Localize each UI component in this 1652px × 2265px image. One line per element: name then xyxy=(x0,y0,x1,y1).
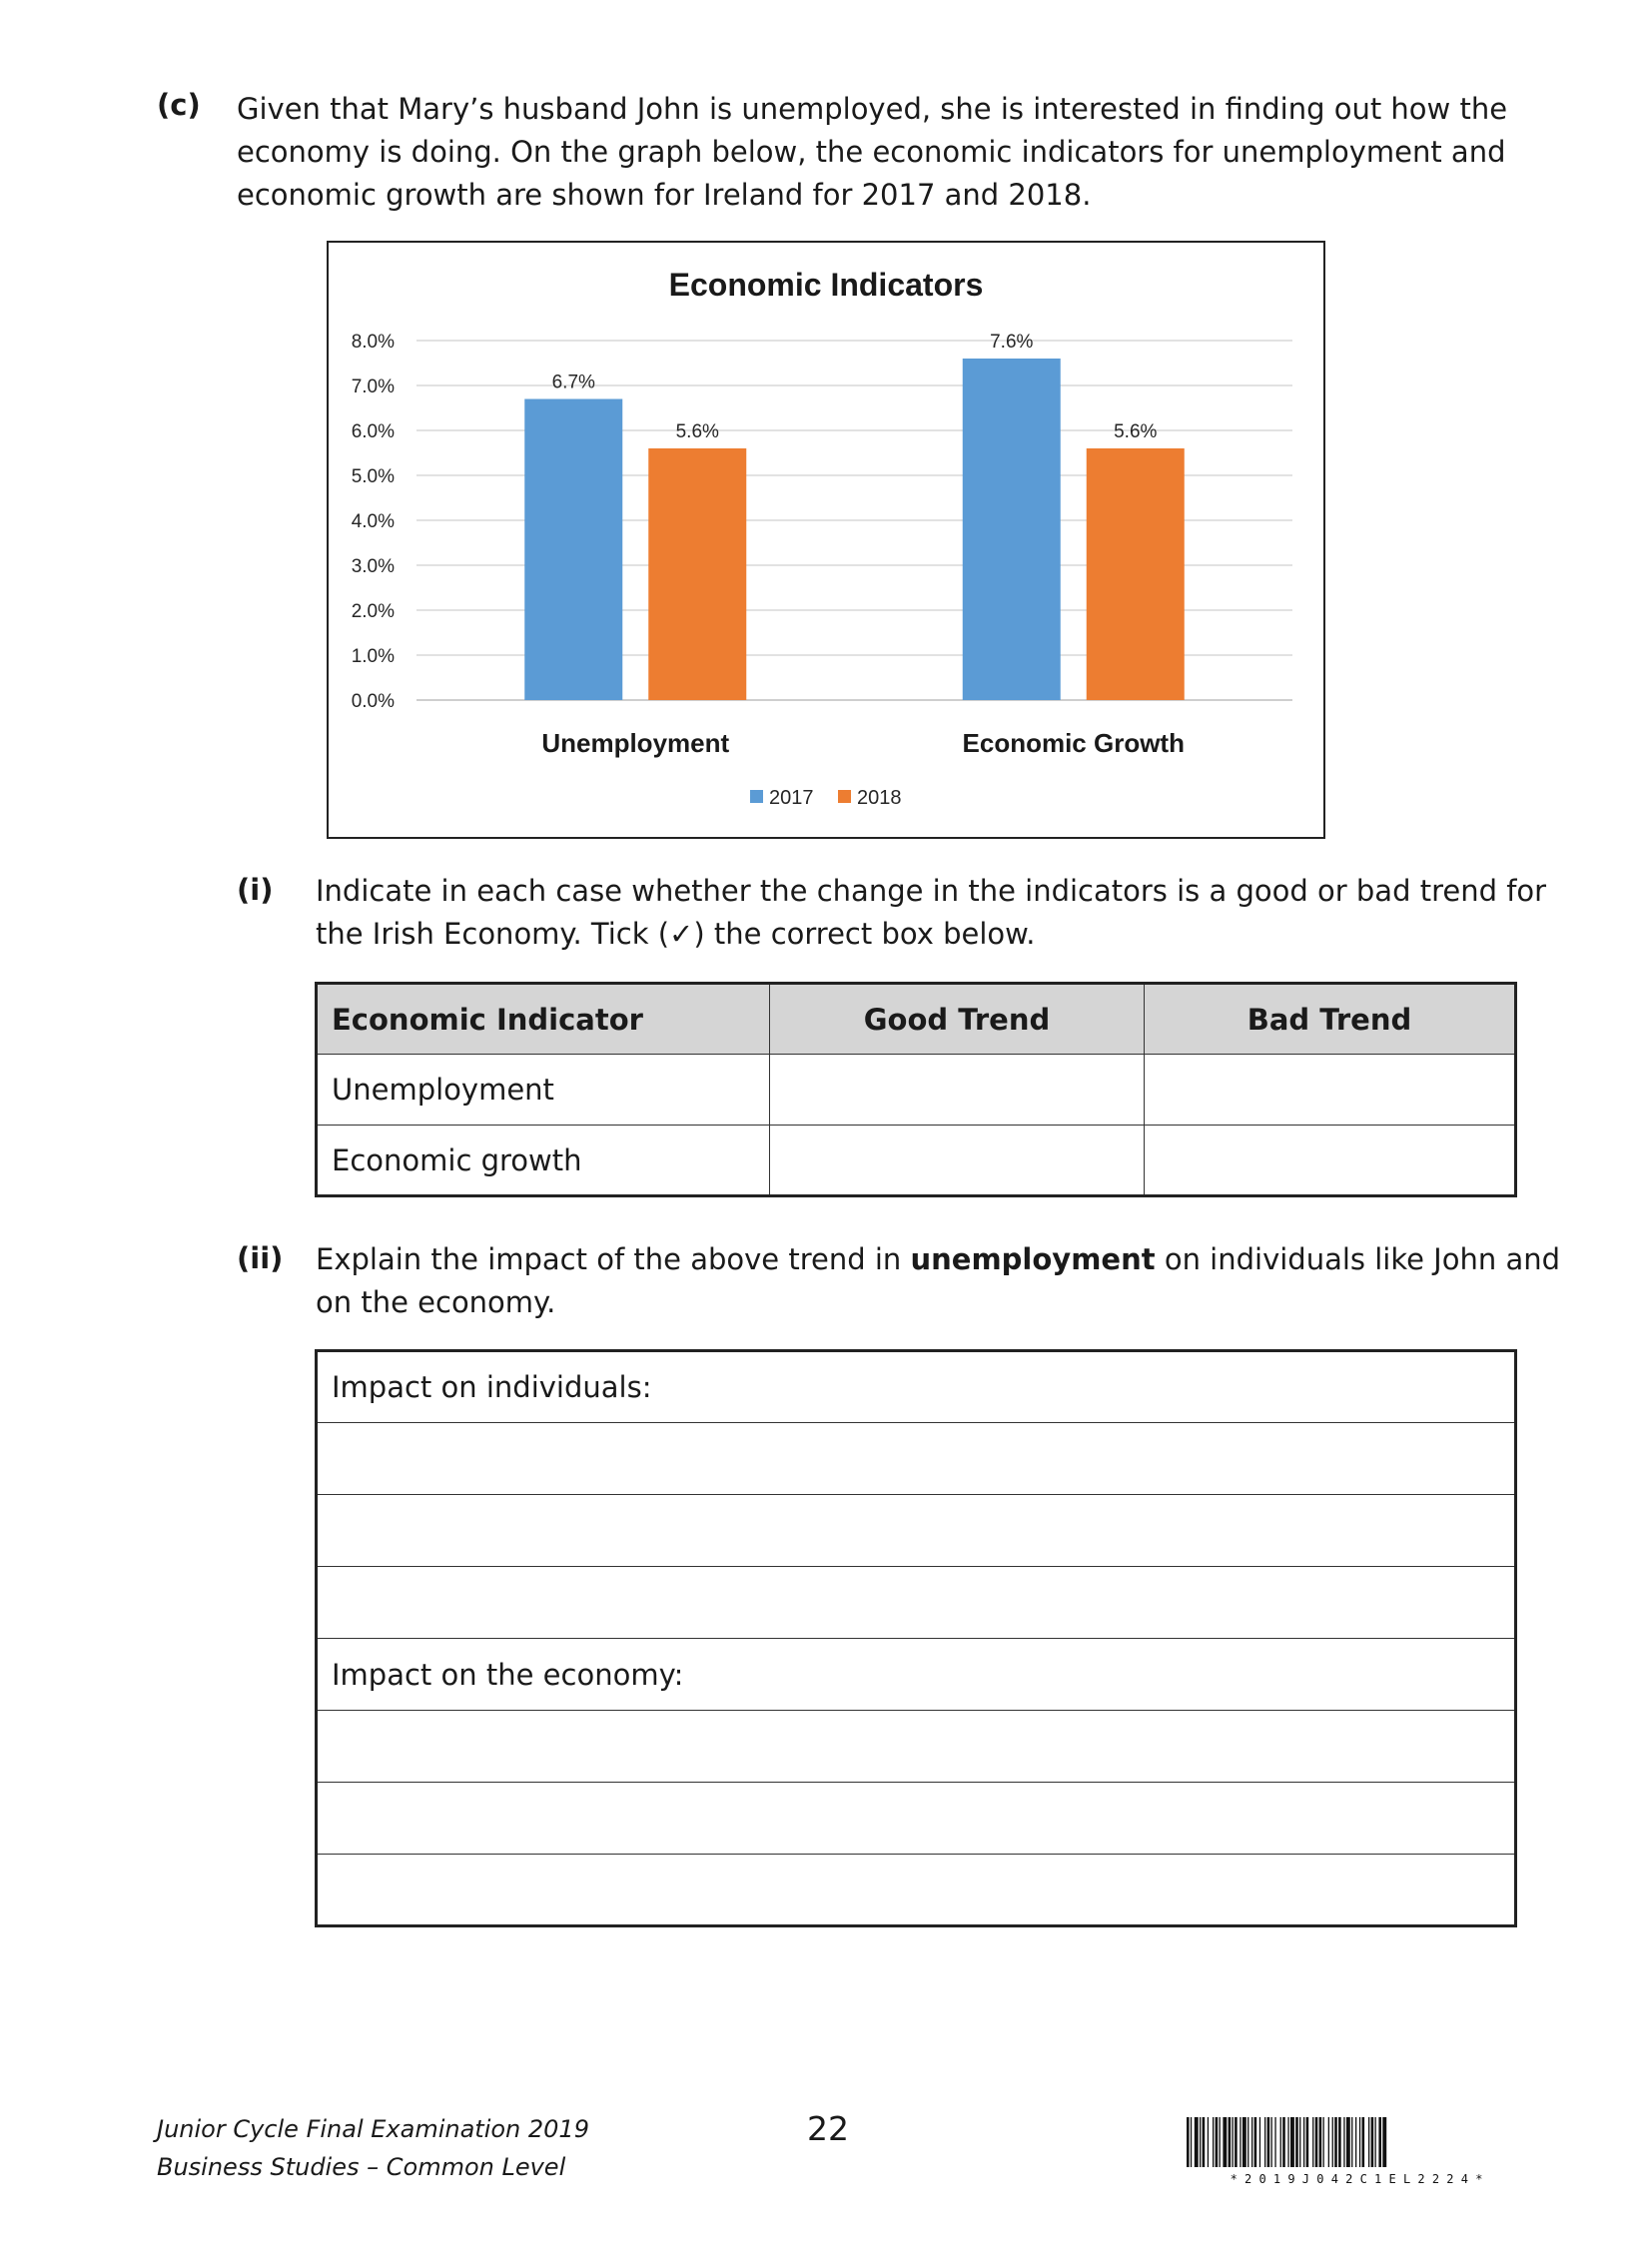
answer-line[interactable] xyxy=(317,1423,1516,1495)
part-ii-bold-term: unemployment xyxy=(910,1242,1156,1276)
tick-box-unemployment-bad[interactable] xyxy=(1145,1055,1516,1126)
barcode-bar xyxy=(1229,2117,1232,2167)
barcode-bar xyxy=(1264,2117,1265,2167)
barcode-bar xyxy=(1280,2117,1281,2167)
barcode-bar xyxy=(1355,2117,1356,2167)
barcode-bar xyxy=(1368,2117,1369,2167)
barcode-bar xyxy=(1203,2117,1206,2167)
impact-answer-table xyxy=(315,1349,1517,1927)
barcode-bar xyxy=(1267,2117,1270,2167)
economic-indicators-chart xyxy=(327,241,1325,839)
barcode-bar xyxy=(1306,2117,1309,2167)
question-intro xyxy=(237,88,1507,217)
barcode-bar xyxy=(1216,2117,1219,2167)
barcode-bar xyxy=(1208,2117,1209,2167)
barcode-bar xyxy=(1375,2117,1376,2167)
y-tick-label: 1.0% xyxy=(351,646,395,667)
barcode-bar xyxy=(1187,2117,1190,2167)
impact-economy-label: Impact on the economy: xyxy=(317,1639,1516,1711)
y-tick-label: 5.0% xyxy=(351,466,395,487)
part-ii-text-before: Explain the impact of the above trend in xyxy=(316,1242,911,1276)
header-bad-trend: Bad Trend xyxy=(1145,984,1516,1055)
barcode-bar xyxy=(1315,2117,1318,2167)
barcode-bar xyxy=(1271,2117,1272,2167)
header-economic-indicator: Economic Indicator xyxy=(317,984,770,1055)
barcode-bar xyxy=(1362,2117,1365,2167)
indicator-unemployment: Unemployment xyxy=(317,1055,770,1126)
barcode-bar xyxy=(1282,2117,1285,2167)
barcode-bar xyxy=(1259,2117,1260,2167)
data-label: 7.6% xyxy=(990,332,1034,353)
bar-2017-economic-growth xyxy=(963,359,1061,700)
answer-line[interactable] xyxy=(317,1711,1516,1783)
part-ii-label: (ii) xyxy=(237,1241,284,1275)
legend-swatch xyxy=(750,790,763,803)
part-i-label: (i) xyxy=(237,873,274,907)
barcode-bar xyxy=(1378,2117,1381,2167)
legend-swatch xyxy=(838,790,851,803)
bar-2017-unemployment xyxy=(524,399,622,701)
barcode-bar xyxy=(1242,2117,1246,2167)
intro-line: economic growth are shown for Ireland for 2017 and 2018. xyxy=(237,178,1092,212)
part-i-line: Indicate in each case whether the change in the indicators is a good or bad trend for xyxy=(316,874,1547,908)
barcode-bar xyxy=(1223,2117,1227,2167)
part-ii-line: on the economy. xyxy=(316,1285,556,1319)
legend-label: 2018 xyxy=(857,787,902,809)
barcode-bar xyxy=(1213,2117,1214,2167)
table-row xyxy=(317,1126,1516,1196)
impact-individuals-label: Impact on individuals: xyxy=(317,1351,1516,1423)
intro-line: Given that Mary’s husband John is unemployed, she is interested in finding out how the xyxy=(237,92,1508,126)
answer-line[interactable] xyxy=(317,1567,1516,1639)
intro-line: economy is doing. On the graph below, the economic indicators for unemployment and xyxy=(237,135,1506,169)
tick-box-growth-bad[interactable] xyxy=(1145,1126,1516,1196)
barcode-bar xyxy=(1346,2117,1350,2167)
part-ii-text xyxy=(316,1238,1560,1324)
barcode-bar xyxy=(1254,2117,1257,2167)
barcode-bar xyxy=(1220,2117,1221,2167)
part-ii-text-after: on individuals like John and xyxy=(1155,1242,1561,1276)
barcode-bar xyxy=(1290,2117,1294,2167)
data-label: 5.6% xyxy=(1114,421,1158,442)
header-good-trend: Good Trend xyxy=(770,984,1145,1055)
y-tick-label: 2.0% xyxy=(351,601,395,622)
answer-line[interactable] xyxy=(317,1495,1516,1567)
barcode-bar xyxy=(1303,2117,1304,2167)
barcode-bar xyxy=(1274,2117,1275,2167)
barcode-bar xyxy=(1323,2117,1324,2167)
barcode-bar xyxy=(1251,2117,1252,2167)
part-i-line: the Irish Economy. Tick (✓) the correct box below. xyxy=(316,917,1036,951)
barcode-bar xyxy=(1338,2117,1341,2167)
page-number: 22 xyxy=(807,2109,849,2148)
barcode-bar xyxy=(1287,2117,1288,2167)
y-tick-label: 0.0% xyxy=(351,691,395,712)
barcode-bar xyxy=(1295,2117,1298,2167)
barcode-bar xyxy=(1233,2117,1234,2167)
barcode xyxy=(1187,2117,1526,2191)
barcode-bar xyxy=(1195,2117,1199,2167)
y-tick-label: 8.0% xyxy=(351,332,395,353)
trend-table xyxy=(315,982,1517,1197)
x-category-label: Economic Growth xyxy=(962,728,1185,758)
bar-2018-economic-growth xyxy=(1087,448,1185,700)
x-category-label: Unemployment xyxy=(541,728,730,758)
barcode-bar xyxy=(1334,2117,1337,2167)
part-ii-line xyxy=(316,1238,1560,1281)
barcode-bar xyxy=(1312,2117,1313,2167)
barcode-bar xyxy=(1382,2117,1386,2167)
barcode-bar xyxy=(1239,2117,1240,2167)
tick-box-unemployment-good[interactable] xyxy=(770,1055,1145,1126)
y-tick-label: 6.0% xyxy=(351,421,395,442)
legend-label: 2017 xyxy=(769,787,814,809)
indicator-economic-growth: Economic growth xyxy=(317,1126,770,1196)
barcode-bar xyxy=(1332,2117,1333,2167)
chart-canvas xyxy=(329,243,1323,837)
barcode-bar xyxy=(1328,2117,1329,2167)
y-tick-label: 3.0% xyxy=(351,556,395,577)
answer-line[interactable] xyxy=(317,1855,1516,1926)
footer-subject: Business Studies – Common Level xyxy=(157,2153,566,2181)
barcode-bar xyxy=(1343,2117,1344,2167)
barcode-bar xyxy=(1371,2117,1374,2167)
bar-2018-unemployment xyxy=(648,448,746,700)
y-tick-label: 4.0% xyxy=(351,511,395,532)
footer-exam-name: Junior Cycle Final Examination 2019 xyxy=(157,2115,589,2143)
barcode-bar xyxy=(1319,2117,1322,2167)
part-i-text xyxy=(316,870,1546,956)
barcode-bar xyxy=(1247,2117,1248,2167)
y-tick-label: 7.0% xyxy=(351,377,395,397)
answer-line[interactable] xyxy=(317,1783,1516,1855)
barcode-bar xyxy=(1191,2117,1192,2167)
barcode-bar xyxy=(1351,2117,1352,2167)
barcode-graphic xyxy=(1187,2117,1526,2187)
barcode-text: * 2 0 1 9 J 0 4 2 C 1 E L 2 2 2 4 * xyxy=(1230,2172,1483,2186)
data-label: 5.6% xyxy=(675,421,719,442)
trend-table-header xyxy=(317,984,1516,1055)
table-row xyxy=(317,1055,1516,1126)
data-label: 6.7% xyxy=(551,372,595,393)
barcode-bar xyxy=(1299,2117,1300,2167)
barcode-bar xyxy=(1359,2117,1360,2167)
question-part-label: (c) xyxy=(157,88,201,122)
barcode-bar xyxy=(1200,2117,1201,2167)
tick-box-growth-good[interactable] xyxy=(770,1126,1145,1196)
chart-title: Economic Indicators xyxy=(668,267,984,303)
barcode-bar xyxy=(1235,2117,1238,2167)
